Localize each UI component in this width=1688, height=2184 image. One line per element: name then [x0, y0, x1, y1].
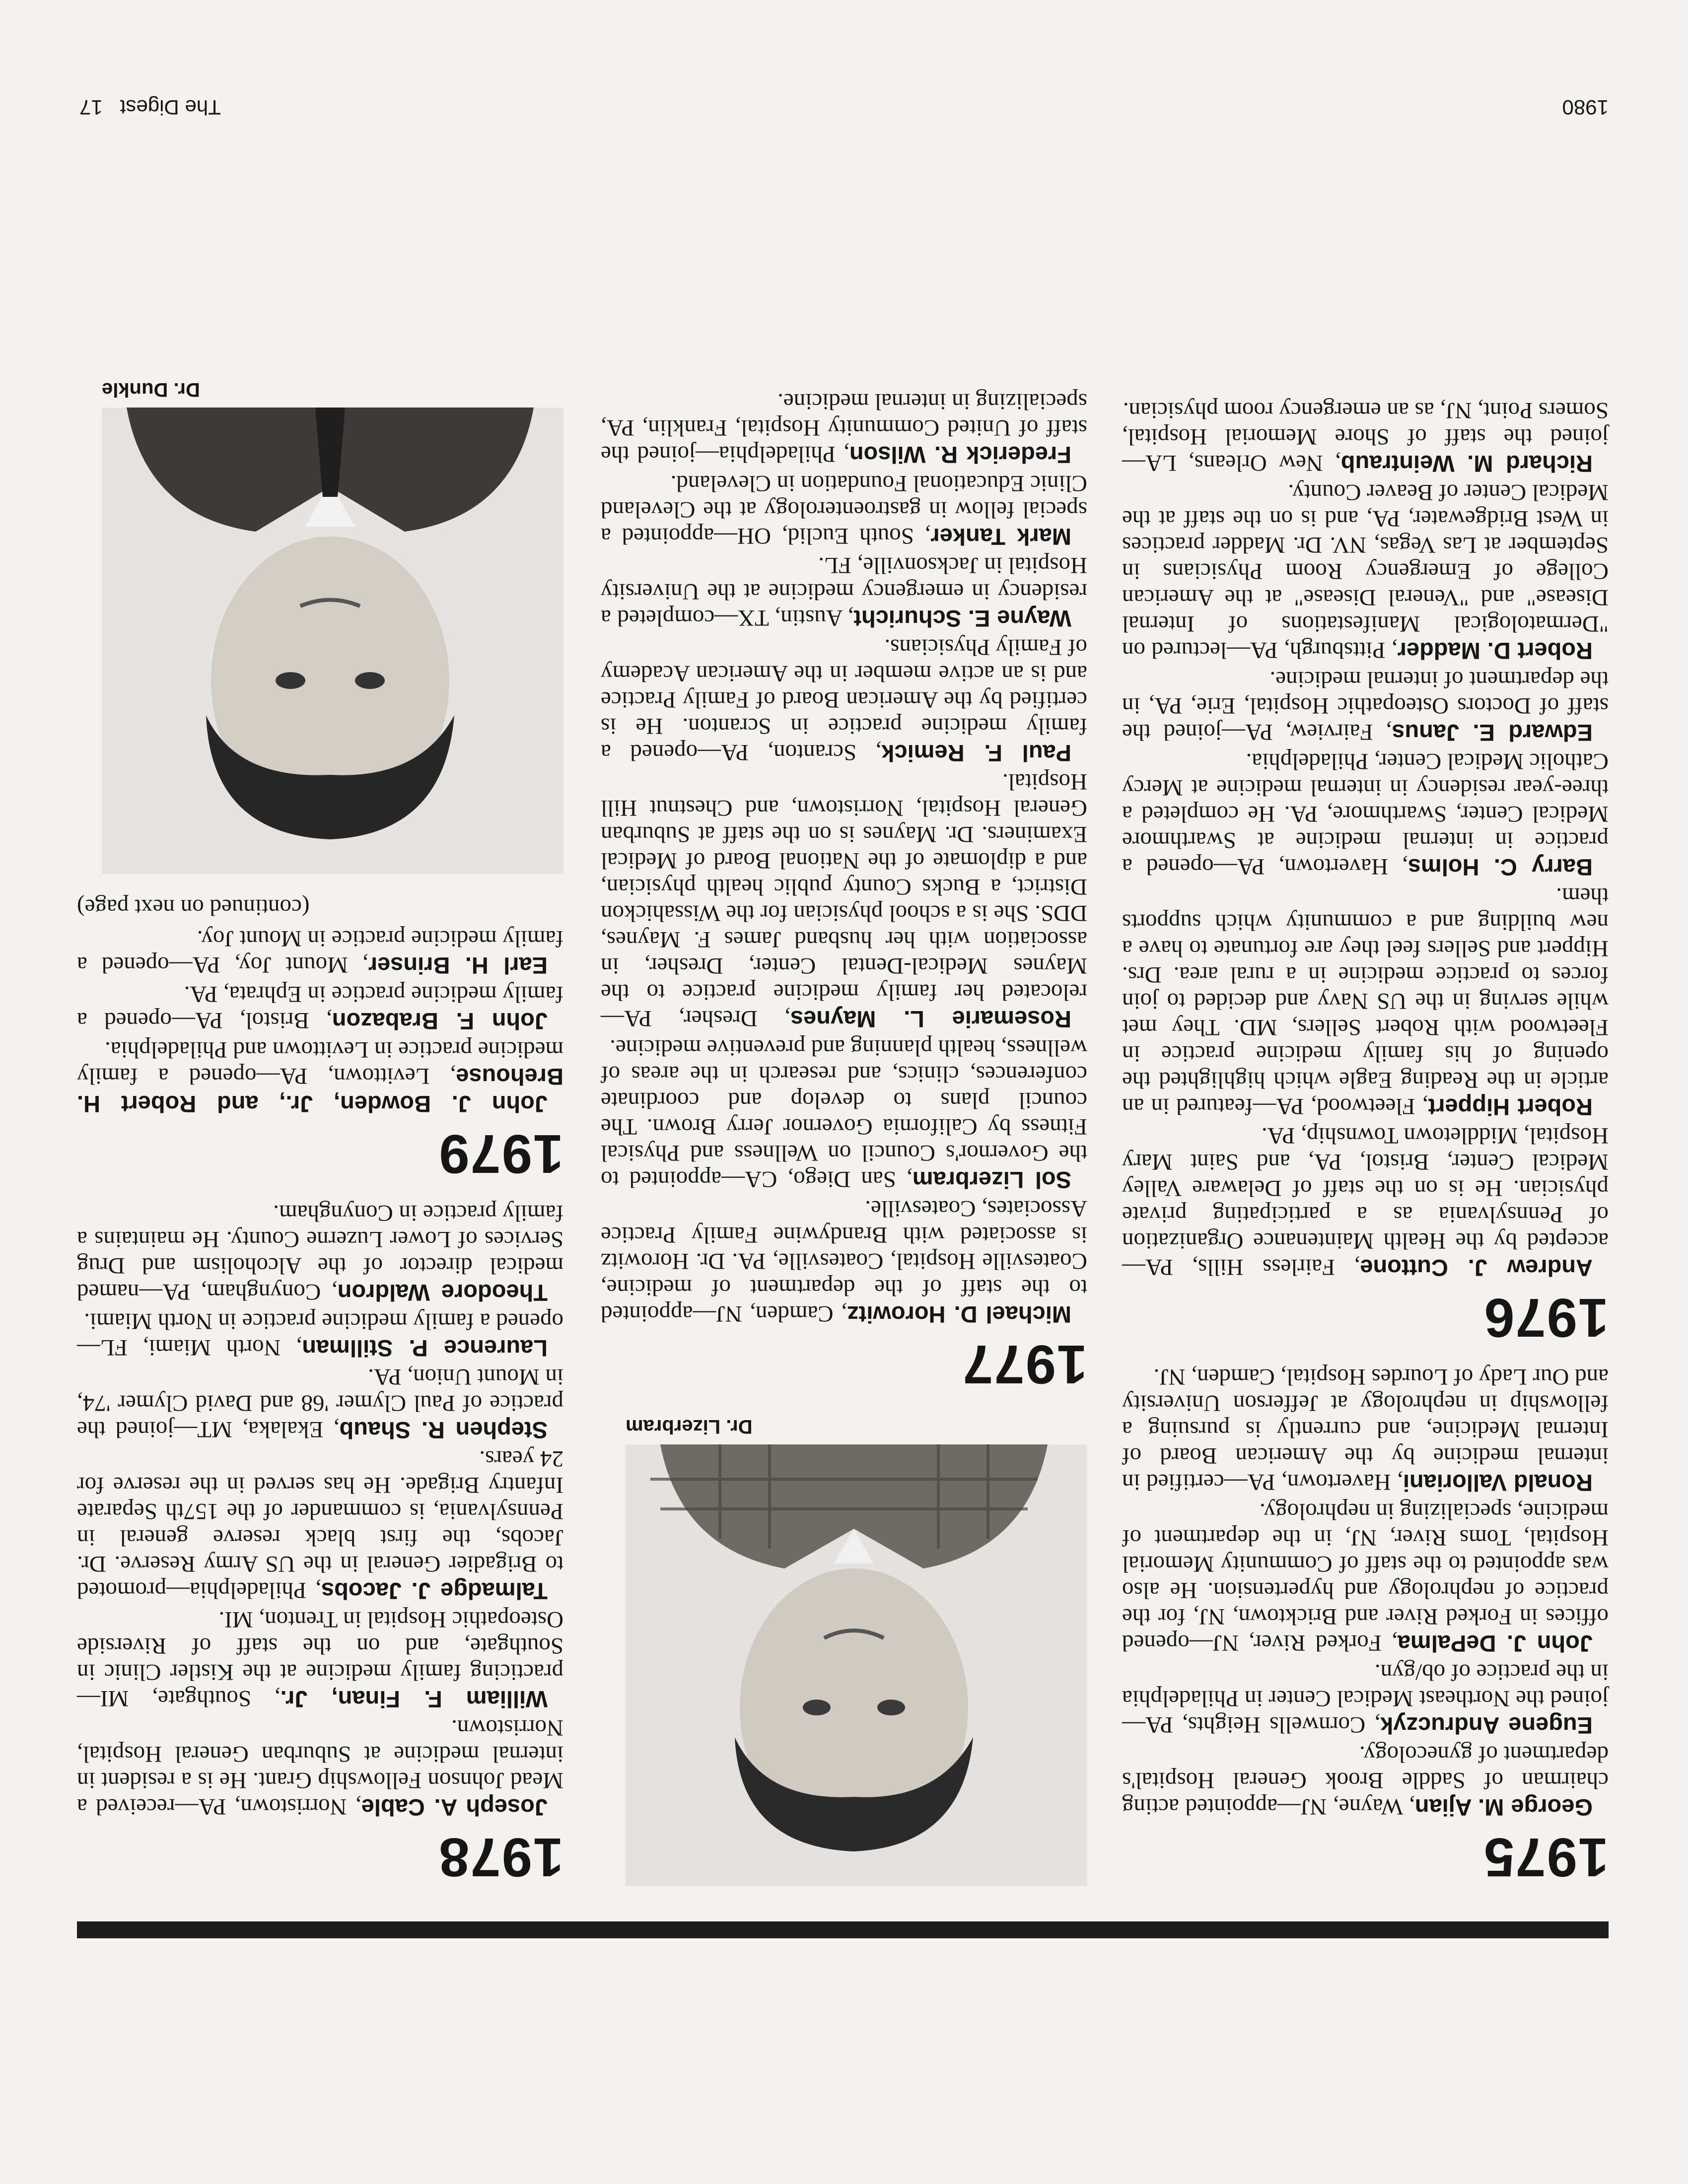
alumni-name: Andrew J. Cuttone: [1360, 1255, 1593, 1281]
alumni-name: Richard M. Weintraub: [1340, 451, 1593, 477]
alumni-entry: [601, 634, 1087, 766]
alumni-name: Rosemarie L. Maynes: [790, 1006, 1071, 1032]
alumni-name: Earl H. Brinser: [368, 953, 548, 979]
alumni-note: , Wayne, NJ—appointed acting chairman of Saddle Brook General Hospital's department of gynecology.: [1122, 1741, 1609, 1820]
column-3: [77, 356, 563, 1886]
alumni-name: Stephen R. Shaub: [339, 1417, 548, 1443]
alumni-name: Joseph A. Cable: [361, 1794, 548, 1821]
alumni-name: Robert D. Madder: [1397, 638, 1593, 664]
column-1: [1122, 395, 1609, 1886]
alumni-entry: [1122, 1741, 1609, 1821]
entries-1977: [601, 388, 1087, 1328]
alumni-entry: [1122, 479, 1609, 664]
alumni-note: , South Euclid, OH—appointed a special fellow in gastroenterology at the Cleveland Clinic Educational Foundation in Cleveland.: [600, 471, 1087, 549]
alumni-note: , Norristown, PA—received a Mead Johnson Fellowship Grant. He is a resident in internal medicine at Suburban General Hospital, Norristown.: [76, 1715, 563, 1820]
entries-1978: [77, 1200, 563, 1821]
alumni-name: Robert Hippert: [1428, 1094, 1593, 1120]
alumni-name: Sol Lizerbram: [912, 1167, 1071, 1193]
alumni-entry: [77, 925, 563, 979]
alumni-note: , Havertown, PA—opened a practice in internal medicine at Swarthmore Medical Center, Swarthmore, PA. He completed a three-year residency in internal medicine at Mercy Catholic Medical Center, Philadelphia.: [1122, 749, 1609, 880]
year-heading-1976: 1976: [1483, 1287, 1609, 1348]
alumni-name: Michael D. Horowitz: [847, 1301, 1071, 1328]
alumni-entry: [77, 1200, 563, 1306]
alumni-note: , Philadelphia—joined the staff of United Community Hospital, Franklin, PA, specializing in internal medicine.: [601, 389, 1087, 467]
alumni-entry: [1122, 748, 1609, 881]
column-2: [601, 386, 1087, 1886]
alumni-note: , Dresher, PA—relocated her family medicine practice to the Maynes Medical-Dental Center, Dresher, in association with her husband James F. Maynes, DDS. She is a school physician for the Wissahickon District, a Bucks County public health physician, and a diplomate of the National Board of Medical Examiners. Dr. Maynes is on the staff at Suburban General Hospital, Norristown, and Chestnut Hill Hospital.: [601, 769, 1087, 1031]
alumni-name: Frederick R. Wilson: [849, 442, 1071, 468]
alumni-entry: [1122, 1498, 1609, 1657]
alumni-name: Edward E. Janus: [1392, 720, 1593, 746]
alumni-note: , Havertown, PA—certified in internal medicine by the American Board of Internal Medicine, and currently is pursuing a fellowship in nephrology at Jefferson University and Our Lady of Lourdes Hospital, Camden, NJ.: [1122, 1364, 1609, 1495]
alumni-note: , San Diego, CA—appointed to the Governor's Council on Wellness and Physical Fitness by California Governor Jerry Brown. The council plans to develop and coordinate conferences, clinics, and research in the areas of wellness, health planning and preventive medicine.: [601, 1035, 1087, 1192]
portrait-image: [626, 1444, 1087, 1886]
alumni-entry: [601, 388, 1087, 468]
alumni-name: George M. Ajian: [1414, 1794, 1593, 1821]
alumni-note: , Pittsburgh, PA—lectured on "Dermatological Manifestations of Internal Disease" and "Veneral Disease" at the American College of Emergency Room Physicians in September at Las Vegas, NV. Dr. Madder practices in West Bridgewater, PA, and is on the staff at the Medical Center of Beaver County.: [1122, 479, 1609, 663]
year-heading-1978: 1978: [438, 1827, 563, 1888]
year-heading-1977: 1977: [962, 1334, 1087, 1395]
alumni-note: , Forked River, NJ—opened offices in Forked River and Bricktown, NJ, for the practice of nephrology and hypertension. He also was appointed to the staff of Community Memorial Hospital, Toms River, NJ, in the department of medicine, specializing in nephrology.: [1122, 1499, 1609, 1656]
alumni-note: , Fleetwood, PA—featured in an article in the Reading Eagle which highlighted the opening of his family medicine practice in Fleetwood with Robert Sellers, MD. They met while serving in the US Navy and decided to join forces to practice medicine in a rural area. Drs. Hippert and Sellers feel they are fortunate to have a new building and a community which supports them.: [1122, 883, 1609, 1119]
alumni-entry: [77, 1606, 563, 1712]
photo-dunkle: [102, 408, 563, 874]
alumni-note: , Levittown, PA—opened a family medicine practice in Levittown and Philadelphia.: [77, 1037, 563, 1089]
alumni-entry: [1122, 1122, 1609, 1281]
folio-page-number: The Digest 17: [79, 96, 221, 119]
alumni-name: John F. Brabazon: [332, 1008, 548, 1034]
alumni-entry: [1122, 1364, 1609, 1496]
photo-caption-dunkle: Dr. Dunkle: [102, 379, 200, 401]
alumni-note: , Fairless Hills, PA—accepted by the Health Maintenance Organization of Pennsylvania as a participating private physician. He is on the staff of Delaware Valley Medical Center, Bristol, PA, and Saint Mary Hospital, Middletown Township, PA.: [1122, 1123, 1609, 1280]
alumni-entry: [1122, 397, 1609, 477]
header-rule: [77, 1921, 1609, 1938]
alumni-note: , Philadelphia—promoted to Brigadier General in the US Army Reserve. Dr. Jacobs, the first black reserve general in Pennsylvania, is commander of the 157th Separate Infantry Brigade. He has served in the reserve for 24 years.: [77, 1446, 563, 1603]
alumni-entry: [77, 1036, 563, 1117]
alumni-name: Talmadge J. Jacobs: [321, 1578, 548, 1604]
alumni-note: , Bristol, PA—opened a family medicine practice in Ephrata, PA.: [77, 981, 563, 1033]
entries-1979-part1: [77, 925, 563, 1117]
entries-1975: [1122, 1364, 1609, 1821]
alumni-name: Barry C. Holms: [1407, 854, 1593, 881]
alumni-entry: [77, 1714, 563, 1821]
alumni-note: , Scranton, PA—opened a family medicine practice in Scranton. He is certified by the American Board of Family Practice and is an active member in the American Academy of Family Physicians.: [600, 634, 1087, 765]
alumni-name: Wayne E. Schuricht: [853, 606, 1071, 632]
alumni-note: , Mount Joy, PA—opened a family medicine practice in Mount Joy.: [77, 926, 563, 978]
year-heading-1975: 1975: [1483, 1827, 1609, 1888]
alumni-entry: [601, 552, 1087, 632]
portrait-image: [102, 408, 563, 874]
alumni-entry: [77, 1445, 563, 1604]
photo-lizerbram: [626, 1444, 1087, 1886]
alumni-entry: [1122, 883, 1609, 1120]
alumni-note: , Conyngham, PA—named medical director of the Alcoholism and Drug Services of Lower Luzerne County. He maintains a family practice in Conyngham.: [77, 1200, 563, 1305]
continued-note: (continued on next page): [77, 894, 310, 920]
alumni-name: Theodore Waldron: [337, 1280, 548, 1306]
alumni-name: William F. Finan, Jr.: [280, 1686, 548, 1712]
alumni-note: , Austin, TX—completed a residency in emergency medicine at the University Hospital in Jacksonville, FL.: [601, 552, 1087, 631]
alumni-note: , Ekalaka, MT—joined the practice of Paul Clymer '68 and David Clymer '74, in Mount Union, PA.: [77, 1364, 563, 1442]
alumni-name: John J. Bowden, Jr., and Robert H. Brehouse: [77, 1064, 563, 1117]
alumni-name: Paul F. Remick: [881, 740, 1071, 766]
alumni-entry: [77, 1308, 563, 1362]
alumni-note: , North Miami, FL—opened a family medicine practice in North Miami.: [77, 1308, 563, 1361]
year-heading-1979: 1979: [438, 1123, 563, 1184]
alumni-name: Laurence P. Stillman: [302, 1335, 548, 1362]
alumni-name: Mark Tanker: [930, 524, 1071, 550]
alumni-entry: [77, 981, 563, 1034]
alumni-note: , Fairview, PA—joined the staff of Doctors Osteopathic Hospital, Erie, PA, in the department of internal medicine.: [1122, 667, 1609, 745]
alumni-note: , New Orleans, LA—joined the staff of Shore Memorial Hospital, Somers Point, NJ, as an emergency room physician.: [1122, 398, 1609, 476]
alumni-entry: [601, 1195, 1087, 1328]
alumni-entry: [601, 470, 1087, 550]
alumni-entry: [1122, 1659, 1609, 1739]
alumni-name: Eugene Andruczyk: [1380, 1712, 1593, 1739]
alumni-note: , Camden, NJ—appointed to the staff of the department of medicine, Coatesville Hospital, Coatesville, PA. Dr. Horowitz is associated with Brandywine Family Practice Associates, Coatesville.: [601, 1196, 1087, 1327]
alumni-note: , Cornwells Heights, PA—joined the Northeast Medical Center in Philadelphia in the practice of ob/gyn.: [1122, 1659, 1609, 1738]
alumni-entry: [601, 768, 1087, 1032]
alumni-entry: [1122, 666, 1609, 746]
folio-year: 1980: [1562, 96, 1609, 119]
alumni-entry: [77, 1364, 563, 1443]
entries-1976: [1122, 397, 1609, 1281]
photo-caption-lizerbram: Dr. Lizerbram: [626, 1416, 753, 1437]
alumni-entry: [601, 1034, 1087, 1193]
alumni-name: John J. DePalma: [1397, 1631, 1593, 1657]
alumni-note: , Southgate, MI—practicing family medicine at the Kistler Clinic in Southgate, and on the staff of Riverside Osteopathic Hospital in Trenton, MI.: [76, 1607, 563, 1711]
alumni-name: Ronald Valloriani: [1403, 1470, 1593, 1496]
